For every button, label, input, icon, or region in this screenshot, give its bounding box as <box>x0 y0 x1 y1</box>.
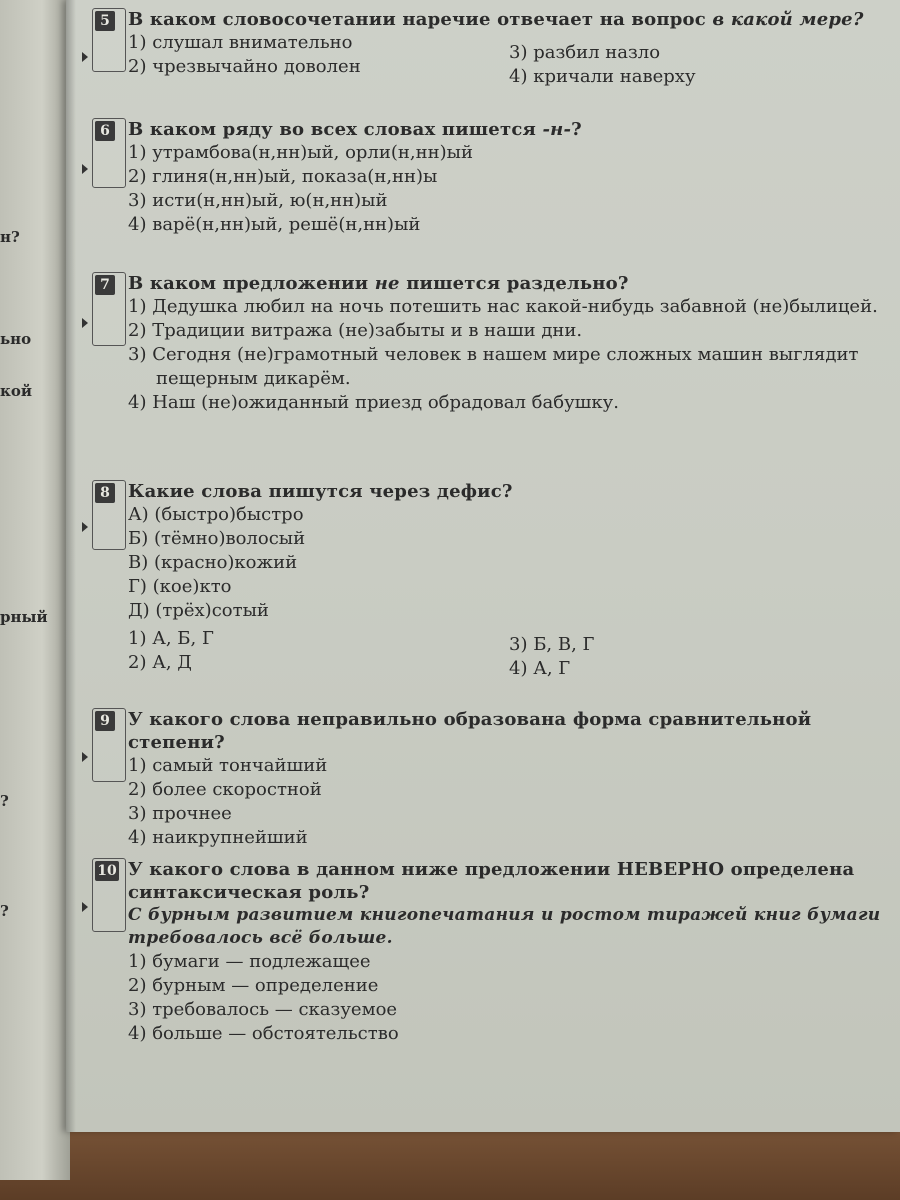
question-number: 6 <box>95 121 115 141</box>
answer-box-8[interactable] <box>92 480 126 550</box>
option[interactable]: 1) утрамбова(н,нн)ый, орли(н,нн)ый <box>128 142 473 163</box>
word-item: Б) (тёмно)волосый <box>128 528 306 549</box>
question-body <box>128 858 890 1046</box>
left-page-edge <box>0 0 70 1180</box>
option[interactable]: 3) разбил назло <box>509 42 661 63</box>
question-number: 7 <box>95 275 115 295</box>
question-body <box>128 118 890 237</box>
question-prompt: Какие слова пишутся через дефис? <box>128 481 513 502</box>
left-fragment: кой <box>0 382 32 400</box>
option[interactable]: 3) исти(н,нн)ый, ю(н,нн)ый <box>128 190 388 211</box>
workbook-page <box>66 0 900 1132</box>
question-prompt: У какого слова в данном ниже предложении НЕВЕРНО определена синтаксическая роль? <box>128 859 855 903</box>
question-prompt: В каком ряду во всех словах пишется -н-? <box>128 119 582 140</box>
option[interactable]: 2) бурным — определение <box>128 975 379 996</box>
answer-box-7[interactable] <box>92 272 126 346</box>
arrow-marker-icon <box>82 164 88 174</box>
option[interactable]: 4) Наш (не)ожиданный приезд обрадовал бабушку. <box>128 392 619 413</box>
question-number: 8 <box>95 483 115 503</box>
option[interactable]: 1) самый тончайший <box>128 755 328 776</box>
question-body <box>128 8 890 89</box>
arrow-marker-icon <box>82 902 88 912</box>
option[interactable]: 2) более скоростной <box>128 779 322 800</box>
option[interactable]: 4) варё(н,нн)ый, решё(н,нн)ый <box>128 214 421 235</box>
word-item: Д) (трёх)сотый <box>128 600 269 621</box>
answer-box-10[interactable] <box>92 858 126 932</box>
question-number: 5 <box>95 11 115 31</box>
question-body <box>128 708 890 850</box>
answer-box-6[interactable] <box>92 118 126 188</box>
question-body <box>128 480 890 681</box>
question-prompt: В каком словосочетании наречие отвечает на вопрос в какой мере? <box>128 9 864 30</box>
question-body <box>128 272 890 415</box>
option[interactable]: 1) Дедушка любил на ночь потешить нас какой-нибудь забавной (не)былицей. <box>128 296 878 317</box>
arrow-marker-icon <box>82 752 88 762</box>
question-prompt: В каком предложении не пишется раздельно? <box>128 273 629 294</box>
option[interactable]: 4) кричали наверху <box>509 66 696 87</box>
left-fragment: н? <box>0 228 20 246</box>
option[interactable]: 3) Сегодня (не)грамотный человек в нашем мире сложных машин выглядит пещерным дикарём. <box>128 344 859 389</box>
answer-options <box>128 627 890 681</box>
option[interactable]: 3) прочнее <box>128 803 232 824</box>
left-fragment: рный <box>0 608 48 626</box>
arrow-marker-icon <box>82 52 88 62</box>
option[interactable]: 1) А, Б, Г <box>128 628 214 649</box>
option[interactable]: 2) А, Д <box>128 652 192 673</box>
option[interactable]: 4) больше — обстоятельство <box>128 1023 399 1044</box>
word-item: А) (быстро)быстро <box>128 504 304 525</box>
question-number: 9 <box>95 711 115 731</box>
left-fragment: ? <box>0 902 9 920</box>
word-item: Г) (кое)кто <box>128 576 232 597</box>
option[interactable]: 4) наикрупнейший <box>128 827 308 848</box>
table-background <box>0 1120 900 1200</box>
question-number: 10 <box>95 861 119 881</box>
left-fragment: ? <box>0 792 9 810</box>
option[interactable]: 3) Б, В, Г <box>509 634 595 655</box>
option[interactable]: 4) А, Г <box>509 658 571 679</box>
answer-box-5[interactable] <box>92 8 126 72</box>
option[interactable]: 1) слушал внимательно <box>128 32 353 53</box>
page-spine-shadow <box>66 0 76 1132</box>
question-prompt: У какого слова неправильно образована форма сравнительной степени? <box>128 709 812 753</box>
left-fragment: ьно <box>0 330 32 348</box>
example-sentence: С бурным развитием книгопечатания и ростом тиражей книг бумаги требовалось всё больше. <box>128 905 881 948</box>
option[interactable]: 2) Традиции витража (не)забыты и в наши дни. <box>128 320 583 341</box>
word-item: В) (красно)кожий <box>128 552 298 573</box>
option[interactable]: 3) требовалось — сказуемое <box>128 999 398 1020</box>
arrow-marker-icon <box>82 522 88 532</box>
option[interactable]: 1) бумаги — подлежащее <box>128 951 371 972</box>
option[interactable]: 2) глиня(н,нн)ый, показа(н,нн)ы <box>128 166 438 187</box>
option[interactable]: 2) чрезвычайно доволен <box>128 56 361 77</box>
answer-box-9[interactable] <box>92 708 126 782</box>
arrow-marker-icon <box>82 318 88 328</box>
answer-options <box>128 31 890 89</box>
